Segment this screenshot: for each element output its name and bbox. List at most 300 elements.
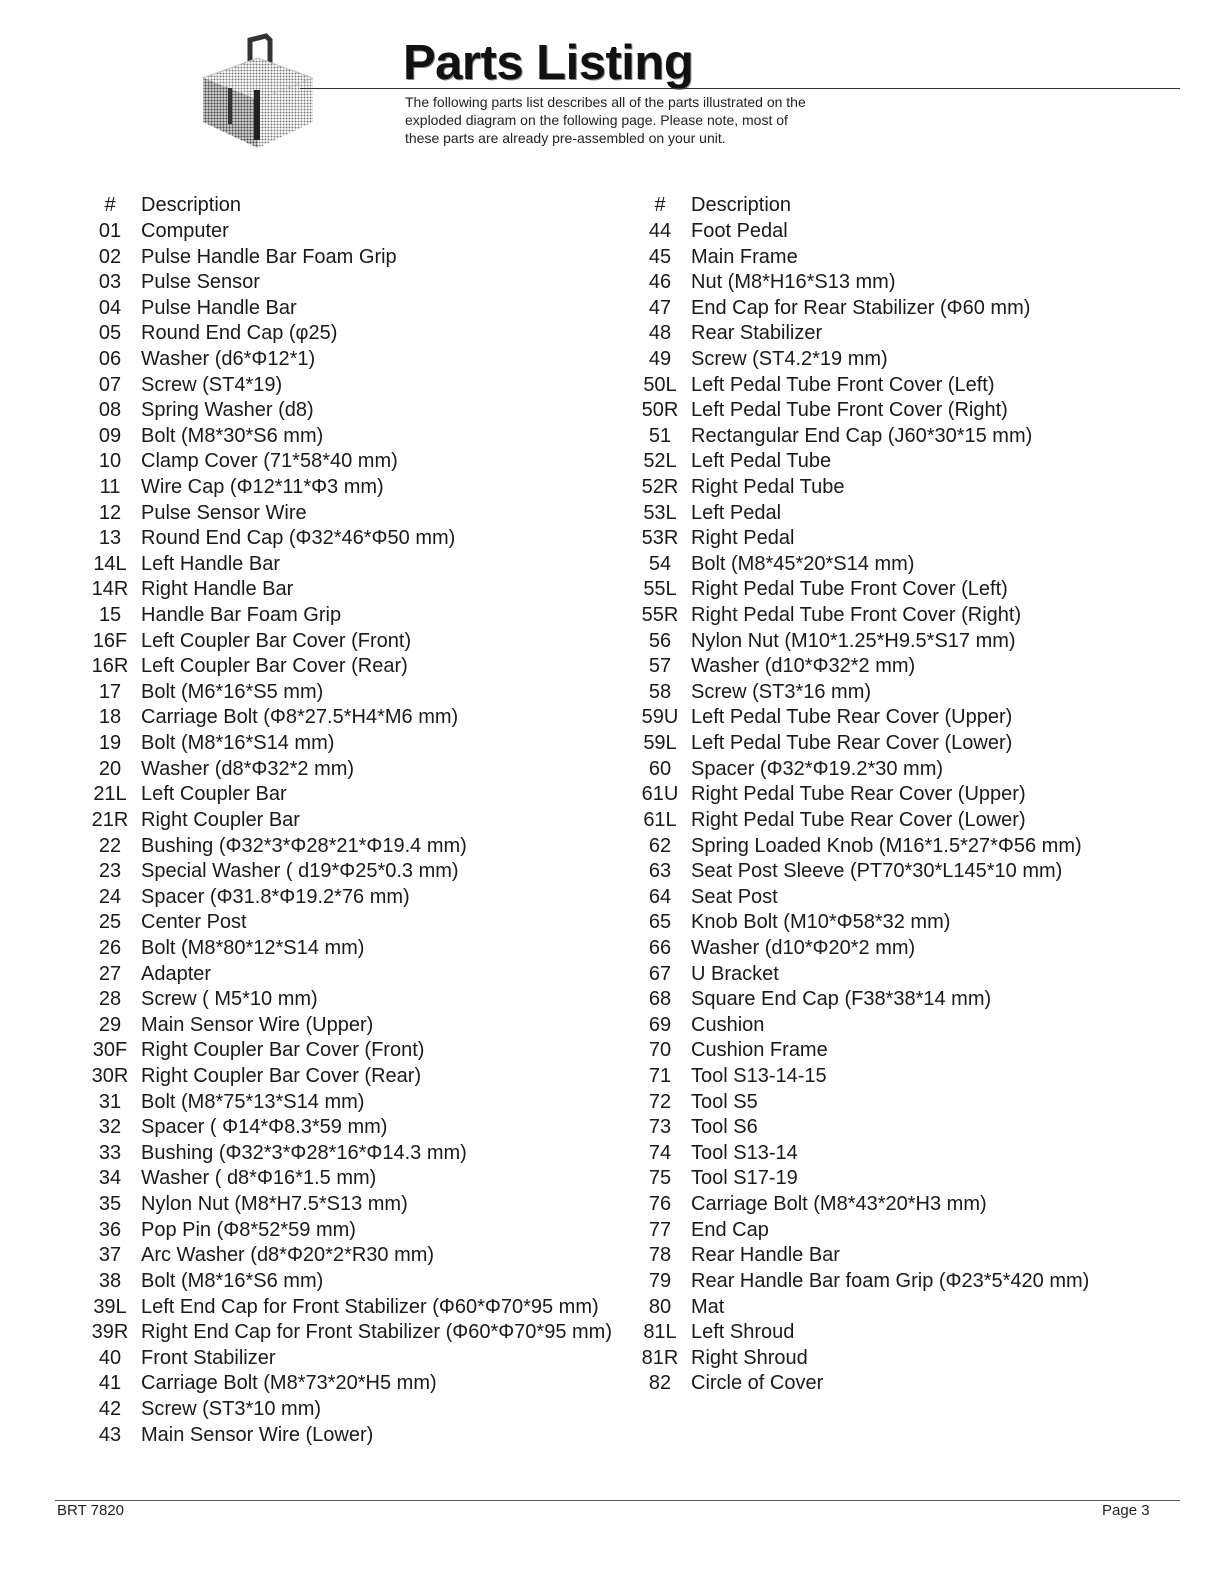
part-description: Pulse Handle Bar <box>141 296 297 319</box>
part-row <box>80 628 612 654</box>
part-description: Left Coupler Bar Cover (Front) <box>141 629 412 652</box>
part-number: 31 <box>98 1090 122 1113</box>
part-number: 74 <box>648 1141 672 1164</box>
part-row <box>630 577 1089 603</box>
part-row <box>630 1320 1089 1346</box>
part-row <box>80 398 612 424</box>
part-description: Seat Post <box>691 885 778 908</box>
part-description: Tool S5 <box>691 1090 758 1113</box>
part-row <box>80 654 612 680</box>
column-header-desc: Description <box>141 194 242 217</box>
part-description: End Cap for Rear Stabilizer (Φ60 mm) <box>691 296 1031 319</box>
part-description: Right Pedal Tube Rear Cover (Lower) <box>691 808 1026 831</box>
part-number: 59L <box>643 732 677 755</box>
part-row <box>80 859 612 885</box>
part-row <box>630 347 1089 373</box>
part-number: 53L <box>643 501 677 524</box>
part-number: 68 <box>648 988 672 1011</box>
part-description: Right Coupler Bar <box>141 808 300 831</box>
part-row <box>80 987 612 1013</box>
part-row <box>630 1217 1089 1243</box>
part-row <box>80 808 612 834</box>
part-number: 42 <box>98 1397 122 1420</box>
part-number: 20 <box>98 757 122 780</box>
part-row <box>80 500 612 526</box>
part-description: Carriage Bolt (M8*73*20*H5 mm) <box>141 1372 437 1395</box>
part-row <box>80 1192 612 1218</box>
part-row <box>630 270 1089 296</box>
part-row <box>630 782 1089 808</box>
part-row <box>80 884 612 910</box>
part-number: 01 <box>98 219 122 242</box>
part-number: 62 <box>648 834 672 857</box>
part-description: Nut (M8*H16*S13 mm) <box>691 271 896 294</box>
part-number: 41 <box>98 1372 122 1395</box>
part-number: 34 <box>98 1167 122 1190</box>
part-number: 53R <box>641 527 679 550</box>
part-number: 40 <box>98 1346 122 1369</box>
part-row <box>80 526 612 552</box>
part-description: Right Pedal Tube <box>691 476 845 498</box>
part-row <box>80 782 612 808</box>
part-number: 80 <box>648 1295 672 1318</box>
page-title: Parts Listing <box>403 36 694 90</box>
part-number: 44 <box>648 219 672 242</box>
part-number: 09 <box>98 424 122 447</box>
part-description: Spacer (Φ32*Φ19.2*30 mm) <box>691 757 944 780</box>
part-description: Left Coupler Bar <box>141 783 287 806</box>
part-description: Mat <box>691 1295 725 1318</box>
part-number: 63 <box>648 860 672 883</box>
part-number: 30F <box>92 1039 128 1062</box>
part-row <box>80 372 612 398</box>
part-number: 71 <box>648 1065 672 1088</box>
title-divider <box>300 88 1180 89</box>
part-description: Pulse Sensor Wire <box>141 501 307 524</box>
part-description: Bolt (M8*30*S6 mm) <box>141 424 324 447</box>
part-row <box>80 1166 612 1192</box>
part-row <box>630 628 1089 654</box>
part-row <box>630 1243 1089 1269</box>
part-description: End Cap <box>691 1218 769 1241</box>
part-row <box>630 1038 1089 1064</box>
part-description: Left Handle Bar <box>141 552 280 575</box>
part-number: 49 <box>648 347 672 370</box>
part-row <box>80 833 612 859</box>
part-number: 50L <box>643 373 677 396</box>
part-number: 45 <box>648 245 672 268</box>
part-description: Computer <box>141 219 229 242</box>
parts-column-right <box>630 193 1089 1397</box>
part-description: Carriage Bolt (Φ8*27.5*H4*M6 mm) <box>141 706 459 729</box>
part-number: 32 <box>98 1116 122 1139</box>
part-description: Spacer (Φ31.8*Φ19.2*76 mm) <box>141 885 410 908</box>
part-row <box>630 936 1089 962</box>
part-number: 64 <box>648 885 672 908</box>
part-number: 54 <box>648 552 672 575</box>
part-row <box>80 270 612 296</box>
part-number: 12 <box>98 501 122 524</box>
part-description: Right Coupler Bar Cover (Rear) <box>141 1065 422 1088</box>
part-row <box>630 295 1089 321</box>
part-number: 27 <box>98 962 122 985</box>
part-row <box>630 1192 1089 1218</box>
column-header <box>630 193 1089 219</box>
part-row <box>80 244 612 270</box>
part-row <box>80 321 612 347</box>
part-description: Left Pedal Tube Front Cover (Left) <box>691 373 995 396</box>
part-description: Right Pedal <box>691 527 795 550</box>
part-row <box>630 705 1089 731</box>
part-row <box>630 987 1089 1013</box>
part-row <box>630 219 1089 245</box>
footer-model: BRT 7820 <box>57 1502 124 1519</box>
intro-line: The following parts list describes all of the parts illustrated on the <box>405 94 806 110</box>
part-number: 19 <box>98 732 122 755</box>
part-row <box>630 731 1089 757</box>
part-number: 24 <box>98 885 122 908</box>
part-number: 75 <box>648 1167 672 1190</box>
part-number: 22 <box>98 834 122 857</box>
part-description: Right Pedal Tube Front Cover (Right) <box>691 604 1022 627</box>
part-row <box>630 321 1089 347</box>
part-number: 48 <box>648 322 672 345</box>
part-row <box>80 603 612 629</box>
part-row <box>80 961 612 987</box>
part-number: 05 <box>98 322 122 345</box>
part-row <box>80 475 612 501</box>
part-number: 21L <box>93 783 127 806</box>
part-row <box>80 1217 612 1243</box>
intro-line: exploded diagram on the following page. Please note, most of <box>405 112 788 128</box>
part-number: 47 <box>648 296 672 319</box>
part-number: 16R <box>91 655 129 678</box>
part-row <box>80 1243 612 1269</box>
part-row <box>80 423 612 449</box>
part-row <box>80 936 612 962</box>
part-description: Seat Post Sleeve (PT70*30*L145*10 mm) <box>691 860 1063 883</box>
part-row <box>80 1115 612 1141</box>
part-description: Main Sensor Wire (Lower) <box>141 1423 374 1446</box>
part-number: 36 <box>98 1218 122 1241</box>
part-description: Screw (ST3*10 mm) <box>141 1397 322 1420</box>
part-row <box>630 910 1089 936</box>
parts-column-left <box>80 193 612 1448</box>
part-row <box>630 1064 1089 1090</box>
part-description: Washer (d10*Φ20*2 mm) <box>691 936 916 959</box>
part-description: Round End Cap (Φ32*46*Φ50 mm) <box>141 527 456 550</box>
part-description: Front Stabilizer <box>141 1346 276 1369</box>
part-row <box>630 1141 1089 1167</box>
part-description: Pulse Sensor <box>141 271 260 294</box>
part-number: 15 <box>98 604 122 627</box>
part-description: Right Pedal Tube Rear Cover (Upper) <box>691 783 1026 806</box>
part-description: Washer (d8*Φ32*2 mm) <box>141 757 355 780</box>
part-description: Special Washer ( d19*Φ25*0.3 mm) <box>141 860 459 883</box>
part-number: 14R <box>91 578 129 601</box>
part-number: 06 <box>98 347 122 370</box>
part-number: 10 <box>98 450 122 473</box>
part-description: Rear Handle Bar foam Grip (Φ23*5*420 mm) <box>691 1269 1090 1292</box>
part-number: 52L <box>643 450 677 473</box>
part-description: Bolt (M8*16*S14 mm) <box>141 732 335 755</box>
part-description: Main Sensor Wire (Upper) <box>141 1013 374 1036</box>
part-row <box>630 500 1089 526</box>
part-number: 37 <box>98 1244 122 1267</box>
part-description: Left Shroud <box>691 1321 795 1344</box>
part-number: 67 <box>648 962 672 985</box>
part-number: 23 <box>98 860 122 883</box>
part-description: Spring Washer (d8) <box>141 399 314 422</box>
part-number: 52R <box>641 476 679 498</box>
part-number: 59U <box>641 706 679 729</box>
part-number: 50R <box>641 399 679 422</box>
part-row <box>80 1422 612 1448</box>
part-description: Pop Pin (Φ8*52*59 mm) <box>141 1218 356 1241</box>
column-header-desc: Description <box>691 194 792 217</box>
part-description: Foot Pedal <box>691 219 788 242</box>
part-description: Cushion Frame <box>691 1039 828 1062</box>
part-description: Washer (d6*Φ12*1) <box>141 347 316 370</box>
part-row <box>80 1038 612 1064</box>
part-number: 58 <box>648 680 672 703</box>
part-row <box>630 859 1089 885</box>
part-description: Bolt (M6*16*S5 mm) <box>141 680 324 703</box>
part-row <box>630 833 1089 859</box>
part-description: Right Shroud <box>691 1346 808 1369</box>
part-number: 21R <box>91 808 129 831</box>
part-row <box>80 552 612 578</box>
part-row <box>630 654 1089 680</box>
part-description: Screw (ST4.2*19 mm) <box>691 347 888 370</box>
part-row <box>80 295 612 321</box>
part-description: Bushing (Φ32*3*Φ28*21*Φ19.4 mm) <box>141 834 467 857</box>
part-number: 57 <box>648 655 672 678</box>
part-row <box>80 1345 612 1371</box>
part-description: Nylon Nut (M8*H7.5*S13 mm) <box>141 1193 408 1216</box>
part-row <box>80 1371 612 1397</box>
part-description: Bolt (M8*16*S6 mm) <box>141 1269 324 1292</box>
part-number: 70 <box>648 1039 672 1062</box>
part-description: Rear Handle Bar <box>691 1244 840 1267</box>
part-row <box>80 1089 612 1115</box>
part-description: Bolt (M8*45*20*S14 mm) <box>691 552 915 575</box>
part-description: Tool S17-19 <box>691 1167 798 1190</box>
part-description: Spring Loaded Knob (M16*1.5*27*Φ56 mm) <box>691 834 1082 857</box>
part-row <box>80 1064 612 1090</box>
part-description: Circle of Cover <box>691 1372 824 1395</box>
part-number: 78 <box>648 1244 672 1267</box>
part-number: 33 <box>98 1141 122 1164</box>
part-number: 17 <box>98 680 122 703</box>
part-description: Handle Bar Foam Grip <box>141 604 342 627</box>
part-description: Knob Bolt (M10*Φ58*32 mm) <box>691 911 951 934</box>
part-description: Cushion <box>691 1013 765 1036</box>
part-row <box>80 1294 612 1320</box>
part-number: 77 <box>648 1218 672 1241</box>
part-row <box>630 372 1089 398</box>
part-row <box>630 756 1089 782</box>
part-description: Nylon Nut (M10*1.25*H9.5*S17 mm) <box>691 629 1016 652</box>
toolbox-icon <box>198 30 318 152</box>
part-number: 73 <box>648 1116 672 1139</box>
part-description: Screw (ST4*19) <box>141 373 283 396</box>
part-number: 29 <box>98 1013 122 1036</box>
part-description: Right Pedal Tube Front Cover (Left) <box>691 578 1008 601</box>
intro-text <box>405 93 905 147</box>
part-description: Left Pedal Tube Front Cover (Right) <box>691 399 1008 422</box>
part-number: 72 <box>648 1090 672 1113</box>
part-row <box>630 808 1089 834</box>
part-number: 13 <box>98 527 122 550</box>
part-description: Tool S13-14-15 <box>691 1065 827 1088</box>
part-description: Left Pedal Tube Rear Cover (Lower) <box>691 732 1013 755</box>
part-row <box>630 1269 1089 1295</box>
part-description: Rear Stabilizer <box>691 322 823 345</box>
part-number: 55R <box>641 604 679 627</box>
part-number: 25 <box>98 911 122 934</box>
part-row <box>80 1320 612 1346</box>
part-number: 61U <box>641 783 679 806</box>
part-row <box>630 244 1089 270</box>
part-number: 55L <box>643 578 677 601</box>
part-description: Spacer ( Φ14*Φ8.3*59 mm) <box>141 1116 388 1139</box>
part-number: 69 <box>648 1013 672 1036</box>
part-description: U Bracket <box>691 962 779 985</box>
part-row <box>630 526 1089 552</box>
part-row <box>630 398 1089 424</box>
part-number: 11 <box>99 476 121 498</box>
part-number: 66 <box>648 936 672 959</box>
part-description: Bolt (M8*75*13*S14 mm) <box>141 1090 365 1113</box>
part-description: Left Pedal <box>691 501 782 524</box>
part-description: Adapter <box>141 962 212 985</box>
part-number: 46 <box>648 271 672 294</box>
part-description: Arc Washer (d8*Φ20*2*R30 mm) <box>141 1244 435 1267</box>
part-description: Screw (ST3*16 mm) <box>691 680 872 703</box>
part-row <box>80 756 612 782</box>
part-row <box>80 680 612 706</box>
part-row <box>630 552 1089 578</box>
part-number: 82 <box>648 1372 672 1395</box>
part-description: Left End Cap for Front Stabilizer (Φ60*Φ70*95 mm) <box>141 1295 599 1318</box>
part-description: Washer ( d8*Φ16*1.5 mm) <box>141 1167 377 1190</box>
part-row <box>630 603 1089 629</box>
part-row <box>630 1013 1089 1039</box>
part-description: Rectangular End Cap (J60*30*15 mm) <box>691 424 1033 447</box>
part-row <box>630 1115 1089 1141</box>
part-number: 04 <box>98 296 122 319</box>
part-description: Right Coupler Bar Cover (Front) <box>141 1039 425 1062</box>
footer-page-number: Page 3 <box>1102 1502 1150 1519</box>
part-description: Main Frame <box>691 245 798 268</box>
part-row <box>80 1397 612 1423</box>
part-description: Screw ( M5*10 mm) <box>141 988 318 1011</box>
part-description: Bushing (Φ32*3*Φ28*16*Φ14.3 mm) <box>141 1141 467 1164</box>
part-row <box>630 1371 1089 1397</box>
part-number: 81L <box>643 1321 677 1344</box>
part-number: 76 <box>648 1193 672 1216</box>
part-row <box>630 884 1089 910</box>
part-row <box>630 1166 1089 1192</box>
part-row <box>80 1013 612 1039</box>
part-description: Wire Cap (Φ12*11*Φ3 mm) <box>141 476 384 498</box>
part-number: 35 <box>98 1193 122 1216</box>
part-description: Center Post <box>141 911 247 934</box>
part-number: 39L <box>93 1295 127 1318</box>
part-description: Square End Cap (F38*38*14 mm) <box>691 988 992 1011</box>
part-number: 43 <box>98 1423 122 1446</box>
part-number: 16F <box>92 629 128 652</box>
part-number: 02 <box>98 245 122 268</box>
part-row <box>630 449 1089 475</box>
part-description: Right Handle Bar <box>141 578 294 601</box>
part-description: Washer (d10*Φ32*2 mm) <box>691 655 916 678</box>
part-description: Left Pedal Tube <box>691 450 832 473</box>
column-header <box>80 193 612 219</box>
part-number: 18 <box>98 706 122 729</box>
part-description: Bolt (M8*80*12*S14 mm) <box>141 936 365 959</box>
part-number: 79 <box>648 1269 672 1292</box>
part-row <box>630 961 1089 987</box>
part-number: 14L <box>93 552 127 575</box>
part-number: 56 <box>648 629 672 652</box>
part-description: Left Pedal Tube Rear Cover (Upper) <box>691 706 1013 729</box>
part-number: 81R <box>641 1346 679 1369</box>
part-row <box>80 449 612 475</box>
part-description: Tool S13-14 <box>691 1141 798 1164</box>
part-number: 60 <box>648 757 672 780</box>
part-row <box>630 1345 1089 1371</box>
part-row <box>80 731 612 757</box>
part-description: Pulse Handle Bar Foam Grip <box>141 245 397 268</box>
part-row <box>80 1141 612 1167</box>
part-description: Carriage Bolt (M8*43*20*H3 mm) <box>691 1193 987 1216</box>
part-number: 65 <box>648 911 672 934</box>
part-number: 51 <box>648 424 672 447</box>
part-row <box>630 680 1089 706</box>
part-row <box>80 577 612 603</box>
part-row <box>80 219 612 245</box>
part-number: 08 <box>98 399 122 422</box>
intro-line: these parts are already pre-assembled on your unit. <box>405 130 726 146</box>
part-row <box>80 910 612 936</box>
footer-divider <box>55 1500 1180 1501</box>
part-number: 39R <box>91 1321 129 1344</box>
part-row <box>80 705 612 731</box>
column-header-num: # <box>654 194 666 217</box>
part-description: Right End Cap for Front Stabilizer (Φ60*Φ70*95 mm) <box>141 1321 612 1344</box>
part-row <box>80 347 612 373</box>
part-row <box>630 1089 1089 1115</box>
part-description: Clamp Cover (71*58*40 mm) <box>141 450 398 473</box>
part-number: 03 <box>98 271 122 294</box>
part-row <box>630 475 1089 501</box>
column-header-num: # <box>104 194 116 217</box>
part-number: 30R <box>91 1065 129 1088</box>
part-description: Tool S6 <box>691 1116 758 1139</box>
part-number: 61L <box>643 808 677 831</box>
part-description: Round End Cap (φ25) <box>141 322 338 345</box>
part-row <box>630 1294 1089 1320</box>
part-number: 38 <box>98 1269 122 1292</box>
part-description: Left Coupler Bar Cover (Rear) <box>141 655 408 678</box>
part-row <box>80 1269 612 1295</box>
part-row <box>630 423 1089 449</box>
part-number: 28 <box>98 988 122 1011</box>
part-number: 07 <box>98 373 122 396</box>
part-number: 26 <box>98 936 122 959</box>
